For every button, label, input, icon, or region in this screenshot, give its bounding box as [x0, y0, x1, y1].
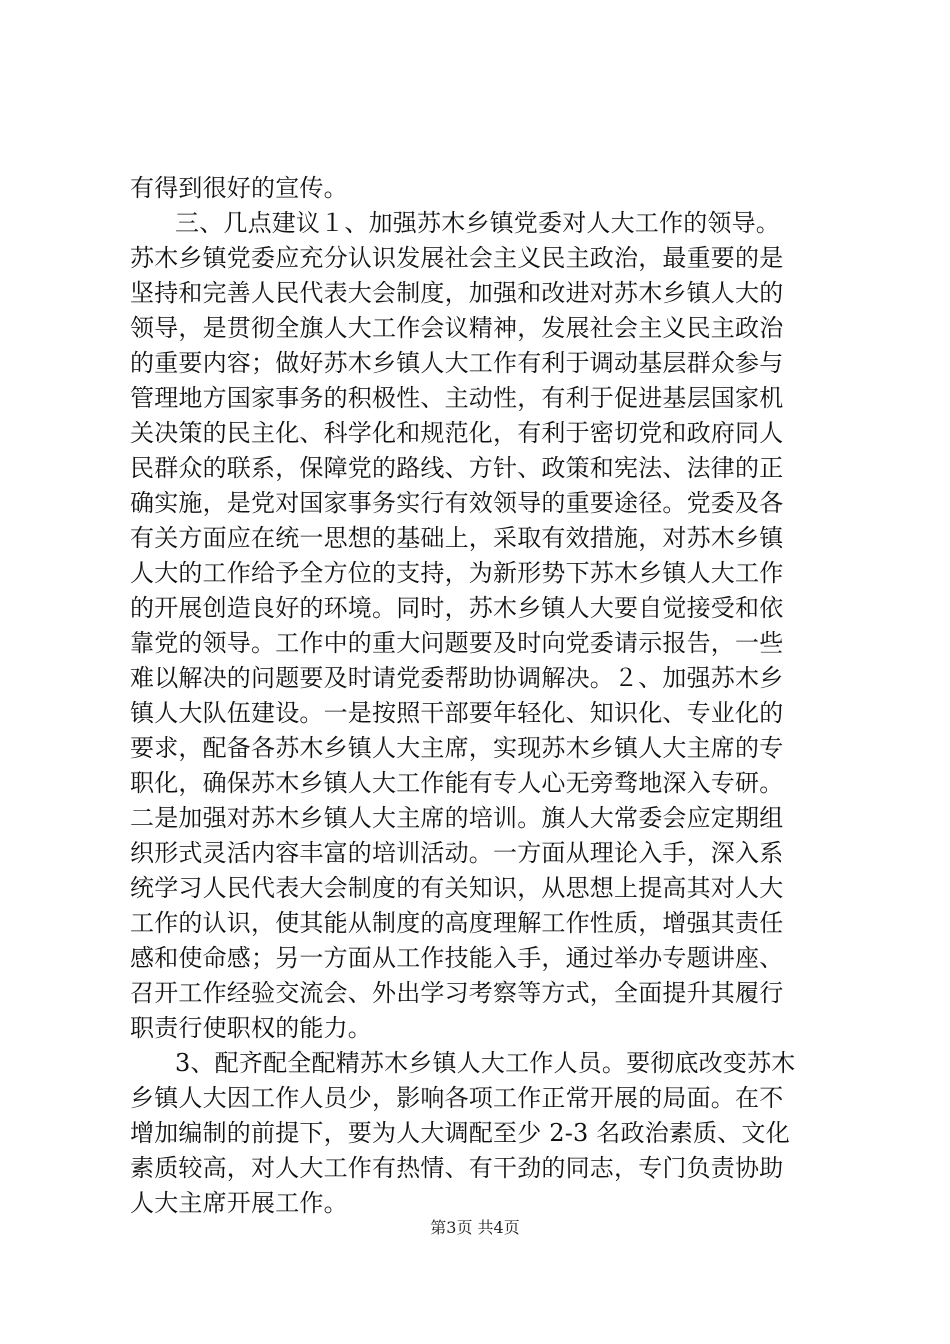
text-line: 的重要内容；做好苏木乡镇人大工作有利于调动基层群众参与: [130, 349, 784, 377]
text-line: 靠党的领导。工作中的重大问题要及时向党委请示报告，一些: [130, 629, 784, 657]
text-line: 的开展创造良好的环境。同时，苏木乡镇人大要自觉接受和依: [130, 594, 784, 622]
text-line: 织形式灵活内容丰富的培训活动。一方面从理论入手，深入系: [130, 839, 784, 867]
text-line: 工作的认识，使其能从制度的高度理解工作性质，增强其责任: [130, 909, 784, 937]
text-line: 职化，确保苏木乡镇人大工作能有专人心无旁骛地深入专研。: [130, 769, 784, 797]
text-line: 苏木乡镇党委应充分认识发展社会主义民主政治，最重要的是: [130, 244, 784, 272]
text-line: 人大的工作给予全方位的支持，为新形势下苏木乡镇人大工作: [130, 559, 784, 587]
text-line: 难以解决的问题要及时请党委帮助协调解决。２、加强苏木乡: [130, 664, 784, 692]
text-line: 乡镇人大因工作人员少，影响各项工作正常开展的局面。在不: [130, 1084, 784, 1112]
text-line: 素质较高，对人大工作有热情、有干劲的同志，专门负责协助: [130, 1154, 784, 1182]
text-line: 关决策的民主化、科学化和规范化，有利于密切党和政府同人: [130, 419, 784, 447]
text-line: 要求，配备各苏木乡镇人大主席，实现苏木乡镇人大主席的专: [130, 734, 784, 762]
page-footer: 第3页 共4页: [430, 1218, 520, 1237]
text-line: 有得到很好的宣传。: [130, 174, 348, 202]
text-line: 有关方面应在统一思想的基础上，采取有效措施，对苏木乡镇: [130, 524, 784, 552]
text-line: 增加编制的前提下，要为人大调配至少 2-3 名政治素质、文化: [130, 1119, 790, 1147]
text-line: 三、几点建议１、加强苏木乡镇党委对人大工作的领导。: [175, 209, 780, 237]
text-line: 感和使命感；另一方面从工作技能入手，通过举办专题讲座、: [130, 944, 784, 972]
text-line: 职责行使职权的能力。: [130, 1014, 372, 1042]
text-line: 管理地方国家事务的积极性、主动性，有利于促进基层国家机: [130, 384, 784, 412]
text-line: 民群众的联系，保障党的路线、方针、政策和宪法、法律的正: [130, 454, 784, 482]
text-line: 坚持和完善人民代表大会制度，加强和改进对苏木乡镇人大的: [130, 279, 784, 307]
text-line: 二是加强对苏木乡镇人大主席的培训。旗人大常委会应定期组: [130, 804, 784, 832]
text-line: 确实施，是党对国家事务实行有效领导的重要途径。党委及各: [130, 489, 784, 517]
text-line: 统学习人民代表大会制度的有关知识，从思想上提高其对人大: [130, 874, 784, 902]
text-line: 镇人大队伍建设。一是按照干部要年轻化、知识化、专业化的: [130, 699, 784, 727]
text-line: 召开工作经验交流会、外出学习考察等方式，全面提升其履行: [130, 979, 784, 1007]
text-line: 人大主席开展工作。: [130, 1189, 348, 1217]
text-line: 3、配齐配全配精苏木乡镇人大工作人员。要彻底改变苏木: [175, 1049, 796, 1077]
text-line: 领导，是贯彻全旗人大工作会议精神，发展社会主义民主政治: [130, 314, 784, 342]
